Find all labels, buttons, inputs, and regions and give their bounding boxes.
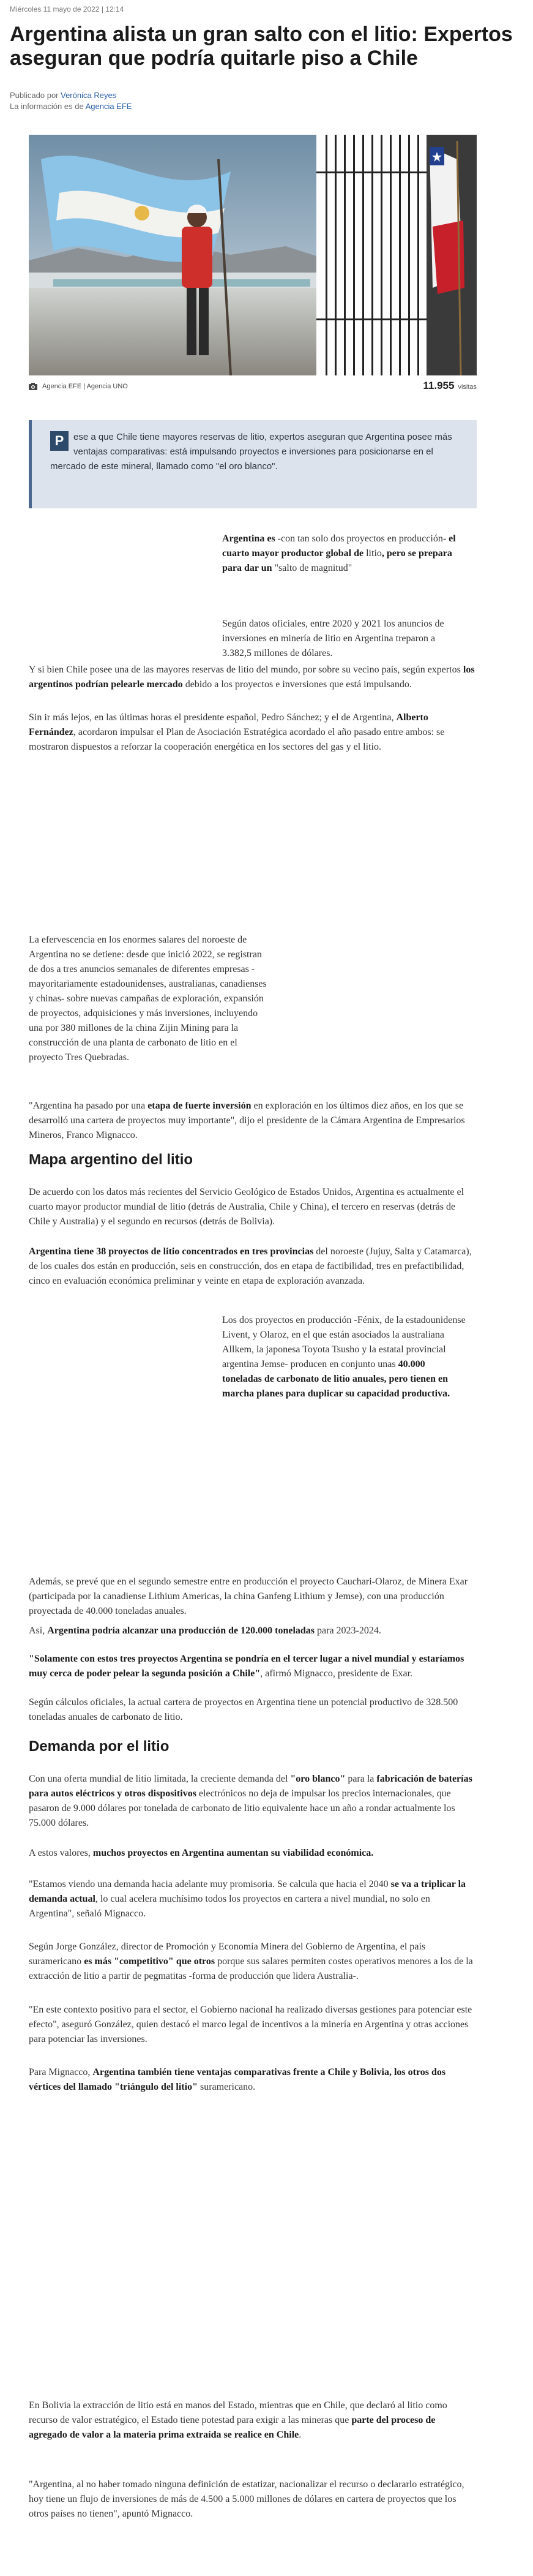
paragraph: "En este contexto positivo para el sector, el Gobierno nacional ha realizado diversas gestiones para potenciar este efecto", aseguró González, quien destacó el marco legal de incentivos a la minería en Argentina y otras acciones para potenciar las inversiones. xyxy=(29,2005,472,2044)
paragraph: Con una oferta mundial de litio limitada, la creciente demanda del "oro blanco" para la fabricación de baterías para autos eléctricos y otros dispositivos electrónicos no deja de impulsar los precios internacionales, que pasaron de 9.000 dólares por tonelada de carbonato de litio equivalente hace un año a rondar actualmente los 75.000 dólares. xyxy=(29,1774,472,1828)
paragraph: Sin ir más lejos, en las últimas horas el presidente español, Pedro Sánchez; y el de Argentina, Alberto Fernández, acordaron impulsar el Plan de Asociación Estratégica acordado el año pasado entre ambos: se mostraron dispuestos a reforzar la cooperación energética en los sectores del gas y el litio. xyxy=(29,712,445,752)
camera-icon xyxy=(29,383,37,390)
paragraph: La efervescencia en los enormes salares del noroeste de Argentina no se detiene: desde que inició 2022, se registran de dos a tres anuncios semanales de diferentes empresas -mayoritariamente estadounidenses, australianas, canadienses y chinas- sobre nuevas campañas de exploración, expansión de proyectos, adquisiciones y más inversiones, incluyendo una por 380 millones de la china Zijin Mining para la construcción de una planta de carbonato de litio en el proyecto Tres Quebradas. xyxy=(29,935,267,1063)
paragraph: A estos valores, muchos proyectos en Argentina aumentan su viabilidad económica. xyxy=(29,1848,374,1858)
paragraph: "Solamente con estos tres proyectos Argentina se pondría en el tercer lugar a nivel mundial y estaríamos muy cerca de poder pelear la segunda posición a Chile", afirmó Mignacco, presidente de Exar. xyxy=(29,1654,464,1679)
author-link[interactable]: Verónica Reyes xyxy=(61,91,117,100)
paragraph: Y si bien Chile posee una de las mayores reservas de litio del mundo, por sobre su vecino país, según expertos los argentinos podrían pelearle mercado debido a los proyectos e inversiones que está impulsando. xyxy=(29,665,475,690)
article-title: Argentina alista un gran salto con el litio: Expertos aseguran que podría quitarle piso a Chile xyxy=(10,23,513,70)
section-heading: Mapa argentino del litio xyxy=(29,1151,193,1168)
article-lead xyxy=(29,420,477,508)
source-link[interactable]: Agencia EFE xyxy=(85,102,132,111)
paragraph: Argentina es -con tan solo dos proyectos en producción- el cuarto mayor productor global de litio, pero se prepara para dar un "salto de magnitud" xyxy=(222,533,456,573)
image-credit-text: Agencia EFE | Agencia UNO xyxy=(42,383,128,390)
paragraph: "Argentina, al no haber tomado ninguna definición de estatizar, nacionalizar el recurso o declararlo estratégico, hoy tiene un flujo de inversiones de más de 4.500 a 5.000 millones de dólares en cartera de proyectos que los otros países no tienen", apuntó Mignacco. xyxy=(29,2479,464,2519)
image-credit xyxy=(29,383,128,390)
paragraph: En Bolivia la extracción de litio está en manos del Estado, mientras que en Chile, que declaró al litio como recurso de valor estratégico, el Estado tiene potestad para exigir a las mineras que parte del proceso de agregado de valor a la materia prima extraída se realice en Chile. xyxy=(29,2400,447,2440)
hero-image xyxy=(29,135,477,375)
paragraph: Según Jorge González, director de Promoción y Economía Minera del Gobierno de Argentina, el país suramericano es más "competitivo" que otros porque sus salares permiten costes operativos menores a los de la extracción de litio a partir de pegmatitas -forma de producción que lidera Australia-. xyxy=(29,1941,473,1981)
lead-drop-cap: P xyxy=(50,431,69,451)
paragraph: "Estamos viendo una demanda hacia adelante muy promisoria. Se calcula que hacia el 2040 se va a triplicar la demanda actual, lo cual acelera muchísimo todos los proyectos en cartera a nivel mundial, no solo en Argentina", señaló Mignacco. xyxy=(29,1879,466,1919)
byline-source: La información es de Agencia EFE xyxy=(10,102,132,111)
paragraph: Los dos proyectos en producción -Fénix, de la estadounidense Livent, y Olaroz, en el que están asociados la australiana Allkem, la japonesa Toyota Tsusho y la estatal provincial argentina Jemse- producen en conjunto unas 40.000 toneladas de carbonato de litio anuales, pero tienen en marcha planes para duplicar su capacidad productiva. xyxy=(222,1315,466,1399)
section-heading: Demanda por el litio xyxy=(29,1738,170,1755)
paragraph: Según datos oficiales, entre 2020 y 2021 los anuncios de inversiones en minería de litio en Argentina treparon a 3.382,5 millones de dólares. xyxy=(222,619,444,658)
paragraph: Según cálculos oficiales, la actual cartera de proyectos en Argentina tiene un potencial productivo de 328.500 toneladas anuales de carbonato de litio. xyxy=(29,1697,458,1722)
paragraph: Argentina tiene 38 proyectos de litio concentrados en tres provincias del noroeste (Jujuy, Salta y Catamarca), de los cuales dos están en producción, seis en construcción, dos en etapa de factibilidad, tres en prefactibilidad, cinco en evaluación económica preliminar y veinte en etapa de exploración avanzada. xyxy=(29,1246,472,1286)
publish-date: Miércoles 11 mayo de 2022 | 12:14 xyxy=(10,5,124,13)
paragraph: Además, se prevé que en el segundo semestre entre en producción el proyecto Cauchari-Olaroz, de Minera Exar (participada por la canadiense Lithium Americas, la china Ganfeng Lithium y Jemse), con una producción proyectada de 40.000 toneladas anuales. xyxy=(29,1576,468,1616)
visits-count: 11.955 xyxy=(423,380,455,391)
paragraph: "Argentina ha pasado por una etapa de fuerte inversión en exploración en los últimos diez años, en los que se desarrolló una cartera de proyectos muy importante", dijo el presidente de la Cámara Argentina de Empresarios Mineros, Franco Mignacco. xyxy=(29,1101,465,1140)
paragraph: De acuerdo con los datos más recientes del Servicio Geológico de Estados Unidos, Argentina es actualmente el cuarto mayor productor mundial de litio (detrás de Australia, Chile y China), el tercero en reservas (detrás de Chile y Australia) y el segundo en recursos (detrás de Bolivia). xyxy=(29,1187,464,1227)
paragraph: Así, Argentina podría alcanzar una producción de 120.000 toneladas para 2023-2024. xyxy=(29,1625,381,1636)
hero-photo-illustration xyxy=(29,135,477,375)
visits-counter xyxy=(423,380,477,392)
lead-text: ese a que Chile tiene mayores reservas de litio, expertos aseguran que Argentina posee más ventajas comparativas: está impulsando proyectos e inversiones para posicionarse en el mercado de este mineral, llamado como "el oro blanco". xyxy=(50,432,452,472)
paragraph: Para Mignacco, Argentina también tiene ventajas comparativas frente a Chile y Bolivia, los otros dos vértices del llamado "triángulo del litio" suramericano. xyxy=(29,2067,446,2092)
visits-label: visitas xyxy=(458,383,477,391)
byline-author: Publicado por Verónica Reyes xyxy=(10,91,117,100)
